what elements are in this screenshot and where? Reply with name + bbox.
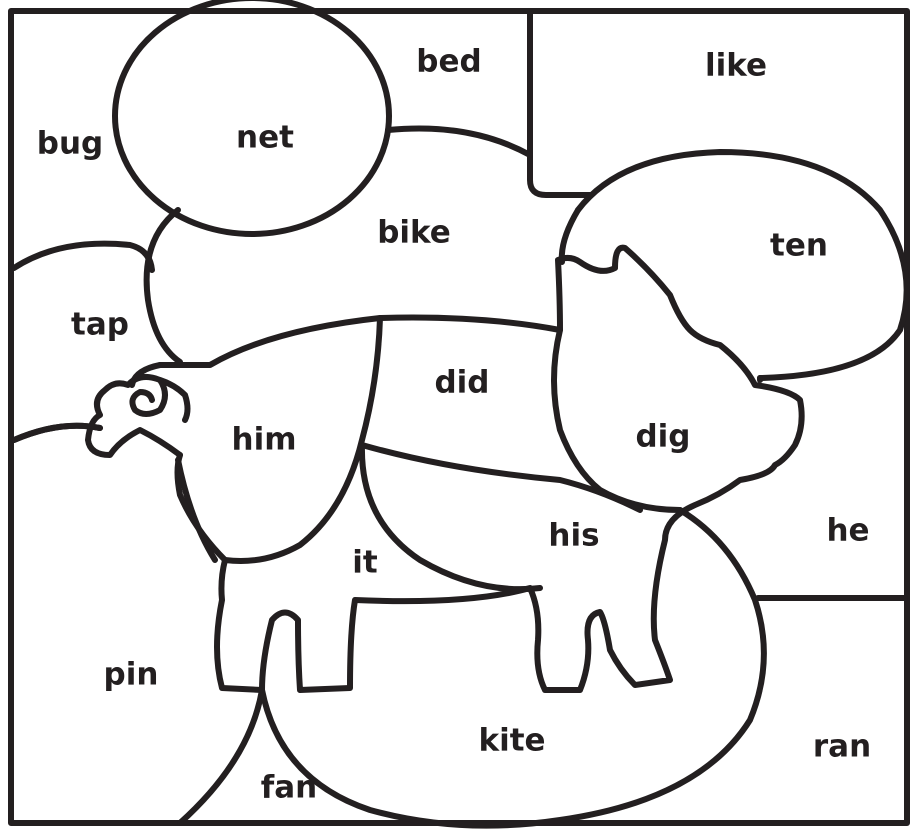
word-bed: bed [416, 43, 482, 80]
net-shape [115, 0, 389, 234]
ten-shape-left [562, 210, 578, 262]
pin-lower [180, 690, 262, 823]
bike-shape [147, 128, 530, 362]
word-bike: bike [377, 214, 451, 251]
kite-shape [262, 510, 764, 826]
word-bug: bug [36, 125, 104, 162]
word-his: his [548, 517, 600, 554]
word-him: him [231, 421, 297, 458]
word-kite: kite [478, 722, 546, 759]
pig-tail [88, 377, 188, 455]
ten-shape [578, 152, 907, 378]
word-ten: ten [770, 227, 828, 264]
word-he: he [826, 512, 870, 549]
tap-shape [14, 244, 152, 270]
word-pin: pin [103, 656, 159, 693]
region-like-border [530, 14, 590, 195]
word-ran: ran [812, 728, 872, 765]
word-dig: dig [635, 418, 691, 455]
word-it: it [352, 544, 378, 581]
word-did: did [434, 364, 490, 401]
pig-belly-divider [362, 445, 640, 510]
word-net: net [236, 119, 294, 156]
word-like: like [704, 47, 768, 84]
word-fan: fan [260, 769, 318, 806]
word-tap: tap [71, 306, 129, 343]
